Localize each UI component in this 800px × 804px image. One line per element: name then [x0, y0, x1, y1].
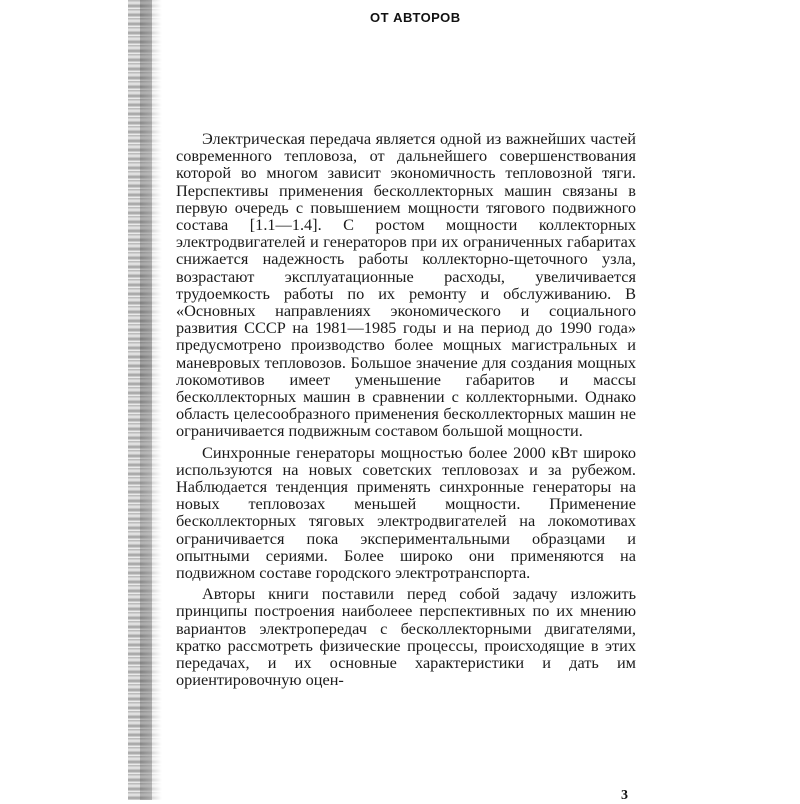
- paragraph-3: Авторы книги поставили перед собой задачу изложить принципы построения наиболеее перспективных по их мнению вариантов электропередач с бесколлекторными двигателями, кратко рассмотреть физические процессы, происходящие в этих передачах, и их основные характеристики и дать им ориентировочную оцен-: [176, 584, 636, 690]
- paragraph-1: Электрическая передача является одной из важнейших частей современного тепловоза, от дальнейшего совершенствования которой во многом зависит экономичность тепловозной тяги. Перспективы применения бесколлекторных машин связаны в первую очередь с повышением мощности тягового подвижного состава [1.1—1.4]. С ростом мощности коллекторных электродвигателей и генераторов при их ограниченных габаритах снижается надежность работы коллекторно-щеточного узла, возрастают эксплуатационные расходы, увеличивается трудоемкость работы по их ремонту и обслуживанию. В «Основных направлениях экономического и социального развития СССР на 1981—1985 годы и на период до 1990 года» предусмотрено производство более мощных магистральных и маневровых тепловозов. Большое значение для создания мощных локомотивов имеет уменьшение габаритов и массы бесколлекторных машин в сравнении с коллекторными. Однако область целесообразного применения бесколлекторных машин не ограничивается подвижным составом большой мощности.: [176, 129, 636, 441]
- paragraph-2: Синхронные генераторы мощностью более 2000 кВт широко используются на новых советских тепловозах и за рубежом. Наблюдается тенденция применять синхронные генераторы на новых тепловозах меньшей мощности. Применение бесколлекторных тяговых электродвигателей на локомотивах ограничивается пока экспериментальными образцами и опытными сериями. Более широко они применяются на подвижном составе городского электротранспорта.: [176, 442, 636, 583]
- scan-binding-edge: [140, 0, 152, 800]
- page-number: 3: [621, 788, 628, 803]
- main-text-block: [176, 130, 636, 693]
- running-head-title: ОТ АВТОРОВ: [370, 10, 461, 25]
